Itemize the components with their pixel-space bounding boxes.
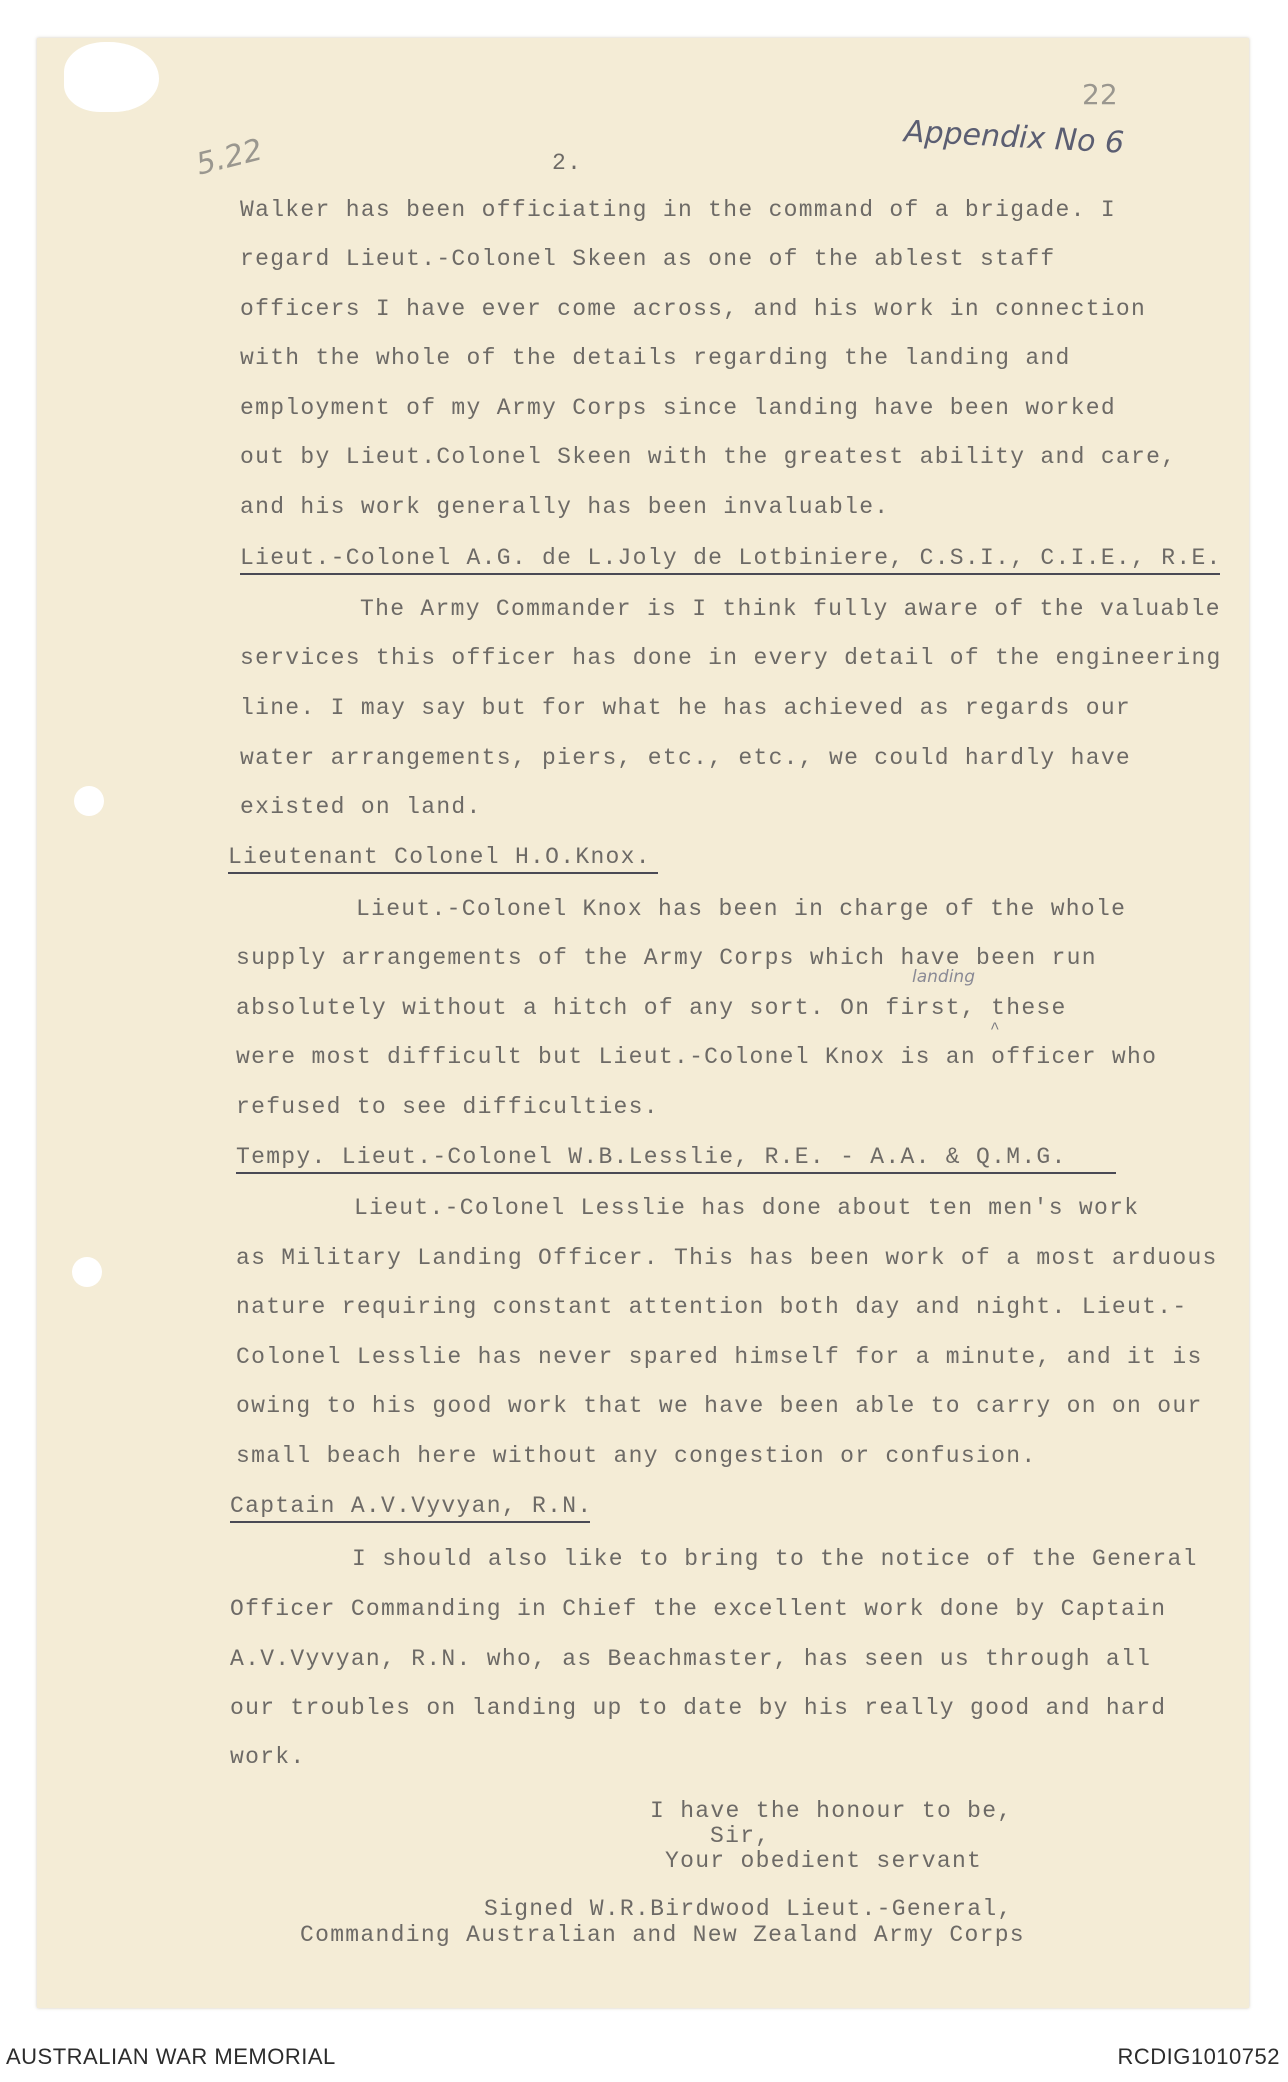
insertion-caret: ^: [990, 1020, 1000, 1038]
appendix-label: Appendix No 6: [903, 114, 1125, 161]
body-line: Walker has been officiating in the command of a brigade. I: [240, 197, 1116, 223]
body-line: our troubles on landing up to date by his really good and hard: [230, 1695, 1167, 1721]
body-line: were most difficult but Lieut.-Colonel Knox is an officer who: [236, 1044, 1158, 1070]
closing-line: I have the honour to be,: [650, 1798, 1013, 1824]
body-line: supply arrangements of the Army Corps which have been run: [236, 945, 1097, 971]
body-line: and his work generally has been invaluable.: [240, 494, 890, 520]
body-line: The Army Commander is I think fully aware of the valuable: [360, 596, 1221, 622]
institution-caption: AUSTRALIAN WAR MEMORIAL: [6, 2044, 336, 2069]
page-number: 2.: [552, 150, 583, 176]
body-line: Officer Commanding in Chief the excellent work done by Captain: [230, 1596, 1167, 1622]
body-line: absolutely without a hitch of any sort. On first, these: [236, 995, 1067, 1021]
signature-line: Signed W.R.Birdwood Lieut.-General,: [484, 1896, 1013, 1922]
signature-line: Commanding Australian and New Zealand Army Corps: [300, 1922, 1025, 1948]
handwritten-insertion: landing: [912, 967, 975, 987]
closing-line: Sir,: [710, 1823, 771, 1849]
reference-caption: RCDIG1010752: [1117, 2044, 1280, 2069]
body-line: regard Lieut.-Colonel Skeen as one of the ablest staff: [240, 246, 1056, 272]
closing-line: Your obedient servant: [665, 1848, 983, 1874]
body-line: line. I may say but for what he has achieved as regards our: [240, 695, 1132, 721]
body-line: refused to see difficulties.: [236, 1094, 659, 1120]
body-line: work.: [230, 1744, 306, 1770]
body-line: nature requiring constant attention both day and night. Lieut.-: [236, 1294, 1188, 1320]
body-line: with the whole of the details regarding the landing and: [240, 345, 1071, 371]
punch-hole-top: [74, 786, 104, 816]
body-line: small beach here without any congestion or confusion.: [236, 1443, 1037, 1469]
body-line: Colonel Lesslie has never spared himself for a minute, and it is: [236, 1344, 1203, 1370]
body-line: I should also like to bring to the notice of the General: [352, 1546, 1198, 1572]
body-line: water arrangements, piers, etc., etc., we could hardly have: [240, 745, 1132, 771]
section-heading-vyvyan: Captain A.V.Vyvyan, R.N.: [230, 1495, 590, 1523]
body-line: employment of my Army Corps since landing have been worked: [240, 395, 1116, 421]
section-heading-lesslie: Tempy. Lieut.-Colonel W.B.Lesslie, R.E. - A.A. & Q.M.G.: [236, 1146, 1116, 1174]
body-line: officers I have ever come across, and his work in connection: [240, 296, 1147, 322]
body-line: as Military Landing Officer. This has been work of a most arduous: [236, 1245, 1218, 1271]
body-line: services this officer has done in every detail of the engineering: [240, 645, 1222, 671]
pencil-note: 5.22: [192, 132, 267, 183]
section-heading-lotbiniere: Lieut.-Colonel A.G. de L.Joly de Lotbiniere, C.S.I., C.I.E., R.E.: [240, 547, 1220, 575]
body-line: Lieut.-Colonel Lesslie has done about ten men's work: [354, 1195, 1140, 1221]
section-heading-knox: Lieutenant Colonel H.O.Knox.: [228, 846, 658, 874]
body-line: owing to his good work that we have been able to carry on on our: [236, 1393, 1203, 1419]
body-line: existed on land.: [240, 794, 482, 820]
paper-tear: [64, 42, 159, 112]
body-line: Lieut.-Colonel Knox has been in charge of the whole: [356, 896, 1127, 922]
archive-number: 22: [1082, 78, 1118, 111]
punch-hole-bottom: [72, 1257, 102, 1287]
body-line: out by Lieut.Colonel Skeen with the greatest ability and care,: [240, 444, 1177, 470]
body-line: A.V.Vyvyan, R.N. who, as Beachmaster, has seen us through all: [230, 1646, 1152, 1672]
